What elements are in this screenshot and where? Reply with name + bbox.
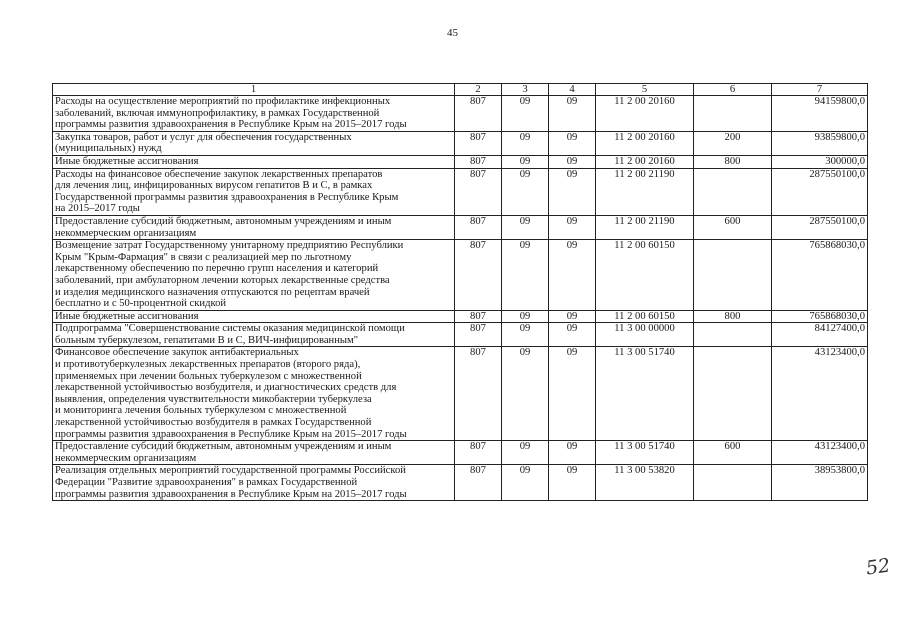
target-article-code: 11 2 00 60150 xyxy=(596,240,694,311)
expense-type-code xyxy=(694,323,772,347)
table-row xyxy=(53,465,868,501)
section-code: 09 xyxy=(502,215,549,239)
target-article-code: 11 3 00 51740 xyxy=(596,347,694,441)
subsection-code: 09 xyxy=(549,215,596,239)
expense-type-code: 600 xyxy=(694,215,772,239)
expense-type-code xyxy=(694,465,772,501)
ministry-code: 807 xyxy=(455,131,502,155)
col-header-1: 1 xyxy=(53,84,455,96)
target-article-code: 11 2 00 20160 xyxy=(596,155,694,168)
ministry-code: 807 xyxy=(455,465,502,501)
ministry-code: 807 xyxy=(455,441,502,465)
col-header-6: 6 xyxy=(694,84,772,96)
table-row xyxy=(53,155,868,168)
section-code: 09 xyxy=(502,347,549,441)
amount: 287550100,0 xyxy=(772,168,868,215)
expense-type-code xyxy=(694,168,772,215)
ministry-code: 807 xyxy=(455,240,502,311)
section-code: 09 xyxy=(502,131,549,155)
ministry-code: 807 xyxy=(455,168,502,215)
amount: 765868030,0 xyxy=(772,310,868,323)
row-description: Расходы на финансовое обеспечение закупок лекарственных препаратов для лечения лиц, инфицированных вирусом гепатитов В и С, в рамках Государственной программы развития здравоохранения в Республике Крым на 2015–2017 годы xyxy=(53,168,455,215)
subsection-code: 09 xyxy=(549,323,596,347)
subsection-code: 09 xyxy=(549,347,596,441)
table-row xyxy=(53,310,868,323)
target-article-code: 11 2 00 60150 xyxy=(596,310,694,323)
expense-type-code xyxy=(694,96,772,132)
subsection-code: 09 xyxy=(549,441,596,465)
row-description: Реализация отдельных мероприятий государственной программы Российской Федерации "Развитие здравоохранения" в рамках Государственной программы развития здравоохранения в Республике Крым на 2015–2017 годы xyxy=(53,465,455,501)
expense-type-code: 800 xyxy=(694,155,772,168)
ministry-code: 807 xyxy=(455,310,502,323)
row-description: Иные бюджетные ассигнования xyxy=(53,310,455,323)
amount: 94159800,0 xyxy=(772,96,868,132)
section-code: 09 xyxy=(502,310,549,323)
col-header-2: 2 xyxy=(455,84,502,96)
target-article-code: 11 2 00 21190 xyxy=(596,215,694,239)
handwritten-page-mark: 52 xyxy=(864,554,892,580)
subsection-code: 09 xyxy=(549,96,596,132)
target-article-code: 11 3 00 00000 xyxy=(596,323,694,347)
ministry-code: 807 xyxy=(455,155,502,168)
subsection-code: 09 xyxy=(549,168,596,215)
table-row xyxy=(53,441,868,465)
table-row xyxy=(53,240,868,311)
section-code: 09 xyxy=(502,96,549,132)
expense-type-code: 600 xyxy=(694,441,772,465)
budget-table xyxy=(52,83,868,501)
table-row xyxy=(53,215,868,239)
amount: 93859800,0 xyxy=(772,131,868,155)
row-description: Предоставление субсидий бюджетным, автономным учреждениям и иным некоммерческим организациям xyxy=(53,441,455,465)
row-description: Возмещение затрат Государственному унитарному предприятию Республики Крым "Крым-Фармация" в связи с реализацией мер по льготному лекарственному обеспечению по перечню групп населения и категорий заболеваний, при амбулаторном лечении которых лекарственные средства и изделия медицинского назначения отпускаются по рецептам врачей бесплатно и с 50-процентной скидкой xyxy=(53,240,455,311)
section-code: 09 xyxy=(502,441,549,465)
table-row xyxy=(53,131,868,155)
subsection-code: 09 xyxy=(549,465,596,501)
header-row xyxy=(53,84,868,96)
ministry-code: 807 xyxy=(455,215,502,239)
col-header-3: 3 xyxy=(502,84,549,96)
col-header-5: 5 xyxy=(596,84,694,96)
row-description: Иные бюджетные ассигнования xyxy=(53,155,455,168)
subsection-code: 09 xyxy=(549,240,596,311)
expense-type-code xyxy=(694,240,772,311)
amount: 84127400,0 xyxy=(772,323,868,347)
page-number: 45 xyxy=(447,27,458,39)
target-article-code: 11 3 00 51740 xyxy=(596,441,694,465)
amount: 43123400,0 xyxy=(772,347,868,441)
expense-type-code xyxy=(694,347,772,441)
amount: 43123400,0 xyxy=(772,441,868,465)
amount: 38953800,0 xyxy=(772,465,868,501)
ministry-code: 807 xyxy=(455,96,502,132)
amount: 765868030,0 xyxy=(772,240,868,311)
subsection-code: 09 xyxy=(549,310,596,323)
target-article-code: 11 2 00 20160 xyxy=(596,131,694,155)
col-header-4: 4 xyxy=(549,84,596,96)
section-code: 09 xyxy=(502,323,549,347)
ministry-code: 807 xyxy=(455,323,502,347)
table-row xyxy=(53,347,868,441)
ministry-code: 807 xyxy=(455,347,502,441)
row-description: Предоставление субсидий бюджетным, автономным учреждениям и иным некоммерческим организациям xyxy=(53,215,455,239)
table-row xyxy=(53,168,868,215)
amount: 287550100,0 xyxy=(772,215,868,239)
expense-type-code: 800 xyxy=(694,310,772,323)
target-article-code: 11 2 00 21190 xyxy=(596,168,694,215)
table-row xyxy=(53,96,868,132)
expense-type-code: 200 xyxy=(694,131,772,155)
target-article-code: 11 2 00 20160 xyxy=(596,96,694,132)
section-code: 09 xyxy=(502,155,549,168)
target-article-code: 11 3 00 53820 xyxy=(596,465,694,501)
row-description: Закупка товаров, работ и услуг для обеспечения государственных (муниципальных) нужд xyxy=(53,131,455,155)
row-description: Финансовое обеспечение закупок антибактериальных и противотуберкулезных лекарственных препаратов (второго ряда), применяемых при лечении больных туберкулезом с множественной лекарственной устойчивостью возбудителя, и диагностических средств для выявления, определения чувствительности микобактерии туберкулеза и мониторинга лечения больных туберкулезом с множественной лекарственной устойчивостью возбудителя в рамках Государственной программы развития здравоохранения в Республике Крым на 2015–2017 годы xyxy=(53,347,455,441)
amount: 300000,0 xyxy=(772,155,868,168)
subsection-code: 09 xyxy=(549,131,596,155)
subsection-code: 09 xyxy=(549,155,596,168)
section-code: 09 xyxy=(502,465,549,501)
section-code: 09 xyxy=(502,168,549,215)
table-row xyxy=(53,323,868,347)
row-description: Расходы на осуществление мероприятий по профилактике инфекционных заболеваний, включая иммунопрофилактику, в рамках Государственной программы развития здравоохранения в Республике Крым на 2015–2017 годы xyxy=(53,96,455,132)
section-code: 09 xyxy=(502,240,549,311)
col-header-7: 7 xyxy=(772,84,868,96)
row-description: Подпрограмма "Совершенствование системы оказания медицинской помощи больным туберкулезом, гепатитами В и С, ВИЧ-инфицированным" xyxy=(53,323,455,347)
